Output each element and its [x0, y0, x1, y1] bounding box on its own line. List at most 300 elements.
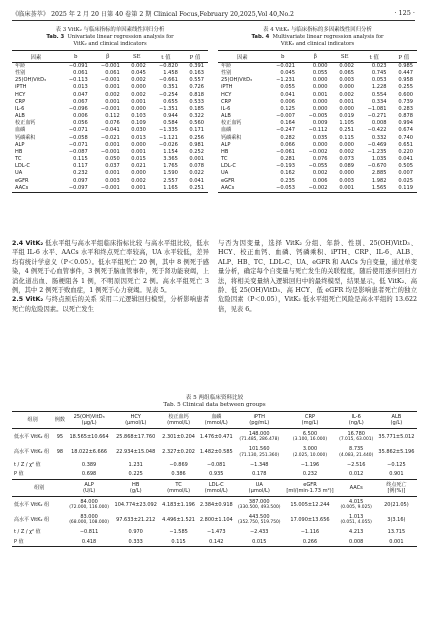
cell-value: 15.005±12.244: [290, 501, 330, 508]
table-cell: 0.333: [128, 538, 143, 545]
table-cell: −0.091: [68, 63, 88, 69]
cell-value: 22.934±15.048: [116, 449, 156, 456]
table-5: [12, 395, 417, 547]
table-cell: [283, 512, 336, 527]
table-cell: −2.516: [346, 461, 366, 468]
table-cell: 1.105: [339, 120, 354, 127]
cell-value: 148.000: [248, 430, 270, 437]
column-header-name: IL-6: [351, 414, 361, 420]
table-cell: 0.235: [280, 177, 295, 184]
table-cell: 4.213: [349, 529, 364, 536]
table-cell: [283, 445, 336, 460]
table-cell: 0.970: [128, 529, 143, 536]
cell-range: (7.015, 63.001): [339, 437, 374, 443]
column-header-name: 校正血钙: [168, 414, 189, 420]
table-cell: [160, 429, 198, 445]
table-cell: 0.055: [280, 84, 295, 91]
table-cell: 0.021: [131, 163, 146, 170]
column-header: [283, 479, 336, 496]
table-cell: 0.035: [312, 134, 328, 141]
table-row: [12, 497, 417, 513]
table-cell: 0.012: [337, 469, 376, 479]
row-label: HB: [15, 148, 23, 155]
table-row: [12, 92, 208, 99]
column-header: [376, 479, 417, 496]
column-header-unit: (μmol/L): [248, 487, 270, 494]
table-cell: 0.115: [171, 538, 186, 545]
column-header-unit: (mg/L): [301, 420, 319, 427]
table-cell: 0.022: [189, 170, 204, 177]
cell-value: 25.868±17.760: [116, 434, 156, 440]
table-cell: 0.061: [105, 70, 120, 77]
table-row: [218, 178, 417, 185]
column-header: SE: [124, 51, 150, 63]
table-cell: −0.001: [100, 63, 120, 69]
row-label: AACs: [15, 184, 29, 191]
table-row: [12, 156, 208, 163]
table-cell: 0.256: [189, 134, 204, 141]
cell-value: 8.735: [349, 446, 364, 453]
cell-range: (4.083, 21.440): [339, 452, 374, 458]
table-cell: 0.066: [280, 141, 295, 148]
row-label: UA: [15, 170, 23, 177]
cell-range: (330.500, 493.500): [237, 504, 281, 510]
table-cell: [112, 512, 160, 527]
table-cell: 0.076: [312, 156, 328, 163]
table-cell: −2.433: [249, 529, 269, 536]
row-label: IL-6: [221, 105, 231, 112]
column-header-unit: (U/L): [82, 487, 96, 494]
table-cell: −0.001: [100, 184, 120, 191]
table-cell: 0.115: [339, 134, 354, 141]
column-header: [53, 412, 66, 429]
table-cell: 0.418: [81, 538, 97, 545]
table-cell: [160, 497, 198, 513]
cell-value: 83.000: [80, 513, 98, 520]
table-cell: [66, 429, 111, 445]
table-3-label: Tab. 3: [46, 34, 65, 40]
row-label: eGFR: [221, 177, 235, 184]
table-cell: 0.001: [389, 538, 404, 545]
table-cell: −0.053: [276, 184, 295, 191]
cell-value: 84.000: [80, 498, 98, 505]
table-cell: [197, 497, 235, 513]
row-label: 钙磷乘积: [221, 134, 242, 141]
table-cell: 0.045: [131, 70, 146, 77]
table-5-grid: [12, 411, 417, 547]
table-cell: 0.015: [252, 538, 267, 545]
table-cell: [235, 512, 283, 527]
table-cell: 1.154: [163, 148, 178, 155]
table-cell: 2.557: [163, 177, 178, 184]
table-cell: 0.089: [339, 163, 354, 170]
section-2-5-paragraph: 与否为因变量，选择 VitK₂ 分组、年龄、性别、25(OH)VitD₃、HCY、校正血钙、血磷、钙磷乘积、iPTH、CRP、IL-6、ALB、ALP、HB、TC、LDL-C、UA、eGFR 和 AACs 为自变量，通过单变量分析，确定每个自变量与死亡发生的关联程度，随后使用逐步回归方法，将相关变量纳入逻辑回归中的最终模型，结果显示，低 VitK₂、高龄、低 25(OH)VitD₃、高 HCY、低 eGFR 均是影响患者死亡的独立危险因素（P＜0.05），VitK₂ 低水平组死亡风险是高水平组的 13.622 倍，见表 6。: [218, 240, 417, 313]
table-row: [12, 178, 208, 185]
row-label: iPTH: [15, 84, 27, 91]
table-cell: 0.002: [339, 91, 354, 98]
table-cell: 0.878: [398, 113, 413, 120]
row-label: 血磷: [15, 127, 26, 134]
column-header: β: [92, 51, 124, 63]
table-cell: 0.008: [371, 120, 387, 127]
table-row: [12, 135, 208, 142]
table-row: [12, 77, 208, 84]
table-cell: 0.994: [398, 120, 413, 127]
table-cell: 0.001: [105, 141, 120, 148]
row-label: 年龄: [15, 63, 26, 69]
column-header: [235, 412, 283, 429]
row-label: 性别: [221, 70, 232, 77]
table-cell: 0.389: [81, 461, 97, 468]
journal-citation: 《临床荟萃》 2025 年 2 月 20 日第 40 卷第 2 期 Clinical Focus,February 20,2025,Vol 40,No.2: [12, 10, 294, 18]
table-cell: 0.164: [280, 120, 295, 127]
column-header-unit: (μmol/L): [125, 420, 147, 427]
table-row: [12, 429, 417, 445]
table-row: [218, 149, 417, 156]
column-header: b: [266, 51, 299, 63]
column-header-name: CRP: [304, 414, 316, 420]
group-label: 低水平 VitK₂ 组: [14, 501, 50, 508]
stat-row: [12, 537, 417, 547]
table-cell: −1.231: [276, 77, 295, 84]
table-cell: 1.231: [128, 461, 143, 468]
cell-value: 1.482±0.585: [199, 449, 233, 456]
table-cell: 0.055: [312, 70, 328, 77]
cell-range: (0.051, 4.055): [340, 520, 372, 526]
table-cell: 0.220: [398, 148, 413, 155]
table-cell: 0.162: [280, 170, 295, 177]
stat-label: t / Z / χ² 值: [14, 529, 41, 536]
table-cell: 0.000: [339, 170, 354, 177]
table-cell: 1.565: [371, 184, 387, 191]
column-header-unit: (g/L): [129, 487, 142, 494]
table-cell: 1.458: [163, 70, 178, 77]
group-label: 高水平 VitK₂ 组: [14, 517, 50, 524]
table-cell: −0.820: [159, 63, 178, 69]
table-cell: −1.351: [159, 105, 178, 112]
table-cell: [112, 429, 160, 445]
column-header-name: AACs: [349, 484, 363, 491]
table-cell: 0.698: [66, 469, 111, 479]
table-cell: −0.670: [367, 163, 387, 170]
table-cell: [376, 512, 417, 527]
cell-value: 2.384±0.918: [199, 501, 233, 508]
table-cell: 0.125: [280, 105, 295, 112]
table-cell: 0.554: [371, 91, 387, 98]
table-cell: 0.045: [280, 70, 295, 77]
table-cell: 0.002: [105, 91, 120, 98]
column-header: b: [60, 51, 92, 63]
table-cell: 0.386: [160, 469, 198, 479]
row-label: ALP: [15, 141, 25, 148]
table-cell: −0.081: [207, 461, 226, 468]
table-cell: 0.013: [131, 134, 146, 141]
table-row: [218, 185, 417, 193]
table-3-caption: [12, 27, 208, 48]
column-header: [337, 412, 376, 429]
column-header: [197, 479, 235, 496]
table-5-caption: [12, 395, 417, 409]
table-cell: 0.958: [398, 77, 413, 84]
table-cell: 0.001: [131, 148, 146, 155]
table-cell: [235, 445, 283, 460]
cell-value: 104.774±23.092: [114, 501, 157, 508]
table-cell: 0.000: [339, 84, 354, 91]
column-header: [12, 412, 53, 429]
table-cell: 0.001: [189, 156, 204, 163]
table-row: [218, 84, 417, 91]
table-cell: 0.019: [339, 113, 354, 120]
table-cell: 0.003: [339, 77, 354, 84]
column-header-unit: [例(%)]: [387, 487, 406, 494]
table-cell: 0.076: [105, 120, 120, 127]
column-header-name: UA: [255, 481, 263, 488]
table-cell: 0.007: [398, 170, 413, 177]
case-count: 98: [56, 449, 64, 456]
row-label: iPTH: [221, 84, 233, 91]
table-cell: 3.365: [163, 156, 178, 163]
cell-range: (72.000, 116.000): [69, 504, 109, 510]
table-3-title-cn: 表 3 VitK₂ 与临床指标的单因素线性回归分析: [55, 27, 165, 33]
row-label: 钙磷乘积: [15, 134, 36, 141]
table-cell: −0.021: [276, 63, 295, 69]
table-5-title-en: Tab. 5 Clinical data between groups: [163, 402, 266, 408]
cell-range: (71.130, 251.360): [239, 452, 280, 458]
table-cell: 0.505: [398, 163, 413, 170]
column-header: P 值: [391, 51, 418, 63]
cell-value: 35.771±5.012: [378, 434, 415, 440]
table-cell: 0.023: [371, 63, 387, 69]
table-cell: 0.726: [189, 84, 204, 91]
table-row: [218, 156, 417, 163]
column-header-name: 血磷: [211, 414, 222, 420]
table-row: [218, 170, 417, 177]
column-header-unit: (μg/L): [81, 420, 97, 427]
table-cell: −1.116: [300, 529, 320, 536]
row-label: ALB: [221, 113, 231, 120]
table-cell: −1.473: [207, 529, 226, 536]
table-cell: −1.348: [249, 461, 269, 468]
table-cell: 2.885: [371, 170, 387, 177]
table-cell: 0.178: [235, 469, 283, 479]
table-cell: 0.001: [339, 98, 354, 105]
table-cell: 0.185: [189, 105, 204, 112]
table-cell: 0.112: [105, 113, 120, 120]
table-cell: 0.001: [105, 84, 120, 91]
table-row: [218, 92, 417, 99]
table-cell: 0.000: [339, 105, 354, 112]
cell-value: 387.000: [248, 498, 270, 505]
column-header-name: ALB: [391, 414, 402, 420]
table-cell: [160, 512, 198, 527]
table-cell: −0.869: [169, 461, 188, 468]
cell-value: 17.090±13.656: [290, 517, 330, 524]
table-row: [12, 63, 208, 71]
table-cell: −1.196: [300, 461, 320, 468]
table-cell: 0.041: [398, 156, 413, 163]
table-cell: −0.271: [367, 113, 387, 120]
table-cell: −0.469: [367, 141, 387, 148]
table-cell: 0.002: [339, 63, 354, 69]
section-2-4-body: 低水平组与高水平组临床指标比较 与高水平组比较，低水平组 IL-6 水平、AACs 水平和终点死亡率较高，UA 水平较低，差异均有统计学意义（P＜0.05）。低水平组死亡 20 例，其中 8 例死于感染，4 例死于心血管事件，3 例死于脑血管事件，死于肾功能衰竭，上消化道出血、肠梗阻各 1 例，不明原因死亡 2 例。高水平组死亡 3 例，其中 2 例死于败血症，1 例死于心力衰竭。见表 5。: [12, 240, 209, 295]
table-cell: 0.000: [339, 141, 354, 148]
stat-row: [12, 460, 417, 469]
table-cell: 0.041: [280, 91, 295, 98]
table-cell: 0.584: [163, 120, 178, 127]
table-3-title-en: Univariate linear regression analysis for: [67, 34, 174, 40]
column-header: t 值: [358, 51, 391, 63]
row-label: 25(OH)VitD₃: [15, 77, 47, 84]
column-header: 因素: [218, 51, 266, 63]
column-header-unit: (mmol/L): [167, 420, 191, 427]
table-cell: 0.000: [312, 141, 328, 148]
table-cell: 0.015: [131, 156, 146, 163]
table-cell: [197, 429, 235, 445]
row-label: 25(OH)VitD₃: [221, 77, 253, 84]
table-cell: −1.235: [367, 148, 387, 155]
table-cell: 0.008: [349, 538, 364, 545]
column-header-name: 组别: [27, 417, 38, 424]
table-row: [218, 99, 417, 106]
column-header-name: 组别: [34, 484, 45, 491]
stat-label: P 值: [12, 469, 66, 479]
table-cell: 0.447: [398, 70, 413, 77]
table-cell: 0.901: [376, 469, 417, 479]
row-label: HCY: [221, 91, 232, 98]
column-header: t 值: [150, 51, 182, 63]
table-cell: [66, 445, 111, 460]
cell-value: 2.327±0.202: [162, 449, 195, 456]
table-cell: 0.002: [131, 177, 146, 184]
table-row: [218, 106, 417, 113]
table-cell: −0.055: [308, 163, 328, 170]
table-cell: 0.041: [189, 177, 204, 184]
row-label: TC: [221, 156, 228, 163]
column-header: [376, 412, 417, 429]
page-number: · 125 ·: [394, 9, 415, 17]
cell-value: 3(3.16): [387, 517, 406, 524]
table-row: [12, 70, 208, 77]
table-cell: −0.071: [68, 141, 88, 148]
cell-value: 1.476±0.471: [199, 434, 233, 440]
column-header-name: ALP: [84, 481, 94, 488]
cell-value: 4.496±1.521: [162, 517, 195, 524]
table-cell: [337, 445, 376, 460]
case-count: 95: [56, 434, 64, 440]
table-cell: 0.115: [73, 156, 88, 163]
table-cell: 0.073: [339, 156, 354, 163]
cell-value: 3.000: [302, 446, 318, 453]
column-header-name: 终点死亡: [386, 481, 407, 488]
table-cell: 0.003: [105, 177, 120, 184]
column-header: [66, 412, 111, 429]
row-label: 校正血钙: [221, 120, 242, 127]
stat-label: P 值: [14, 538, 24, 545]
table-row: [12, 84, 208, 91]
table-cell: 0.391: [189, 63, 204, 69]
column-header-unit: (mmol/L): [167, 487, 191, 494]
table-cell: 0.739: [398, 98, 413, 105]
table-cell: 0.000: [131, 141, 146, 148]
row-label: LDL-C: [221, 163, 236, 170]
table-cell: 0.025: [398, 177, 413, 184]
table-cell: 0.557: [189, 77, 204, 84]
table-4-label: Tab. 4: [251, 34, 270, 40]
table-cell: 0.332: [371, 134, 387, 141]
table-cell: 0.002: [131, 91, 146, 98]
table-row: [218, 163, 417, 170]
table-cell: 1.982: [371, 177, 387, 184]
table-cell: [66, 512, 111, 527]
row-label: ALB: [15, 113, 25, 120]
cell-range: (3.100, 16.000): [292, 437, 328, 443]
column-header: 因素: [12, 51, 60, 63]
group-label: 低水平 VitK₂ 组: [14, 434, 50, 440]
table-cell: [112, 497, 160, 513]
table-cell: −0.096: [68, 105, 88, 112]
cell-value: 35.862±5.196: [378, 449, 415, 456]
column-header: [12, 479, 66, 496]
column-header-unit: (pg/mL): [249, 420, 270, 427]
table-cell: 0.163: [189, 70, 204, 77]
table-cell: 0.000: [312, 84, 328, 91]
table-cell: 1.165: [163, 184, 178, 191]
table-row: [218, 142, 417, 149]
table-cell: 0.600: [398, 91, 413, 98]
table-cell: 0.560: [189, 120, 204, 127]
table-cell: 0.078: [189, 163, 204, 170]
table-cell: 0.002: [339, 148, 354, 155]
table-row: [12, 127, 208, 134]
table-cell: [235, 497, 283, 513]
table-cell: [112, 445, 160, 460]
table-3-title-en-2: VitK₂ and clinical indicators: [73, 41, 147, 47]
row-label: ALP: [221, 141, 231, 148]
cell-range: (2.025, 10.000): [292, 452, 328, 458]
table-cell: 0.225: [112, 469, 160, 479]
table-cell: 1.765: [163, 163, 178, 170]
table-cell: [337, 497, 376, 513]
column-header: [160, 412, 198, 429]
table-cell: −1.335: [159, 127, 178, 134]
table-cell: 0.935: [197, 469, 235, 479]
column-header-name: 例数: [54, 417, 65, 424]
cell-value: 443.500: [248, 513, 270, 520]
table-4-caption: [218, 27, 417, 48]
cell-range: (68.000, 108.000): [69, 520, 109, 526]
table-cell: 0.818: [189, 91, 204, 98]
table-row: [12, 163, 208, 170]
table-cell: 0.006: [280, 98, 295, 105]
cell-value: 4.183±1.196: [162, 501, 195, 508]
cell-range: (71.485, 286.478): [239, 437, 280, 443]
table-cell: 0.000: [131, 105, 146, 112]
table-row: [218, 113, 417, 120]
table-cell: −0.058: [68, 134, 88, 141]
table-cell: 0.655: [163, 98, 178, 105]
cell-value: 2.800±1.104: [199, 517, 233, 524]
table-cell: 0.056: [73, 120, 88, 127]
table-cell: −0.193: [276, 163, 295, 170]
table-cell: 1.035: [371, 156, 387, 163]
table-cell: −0.112: [308, 127, 328, 134]
table-cell: 0.002: [131, 63, 146, 69]
column-header: [112, 412, 160, 429]
column-header-name: LDL-C: [208, 481, 224, 488]
cell-value: 101.560: [248, 446, 270, 453]
table-cell: [160, 445, 198, 460]
table-5-header-row: [12, 479, 417, 496]
